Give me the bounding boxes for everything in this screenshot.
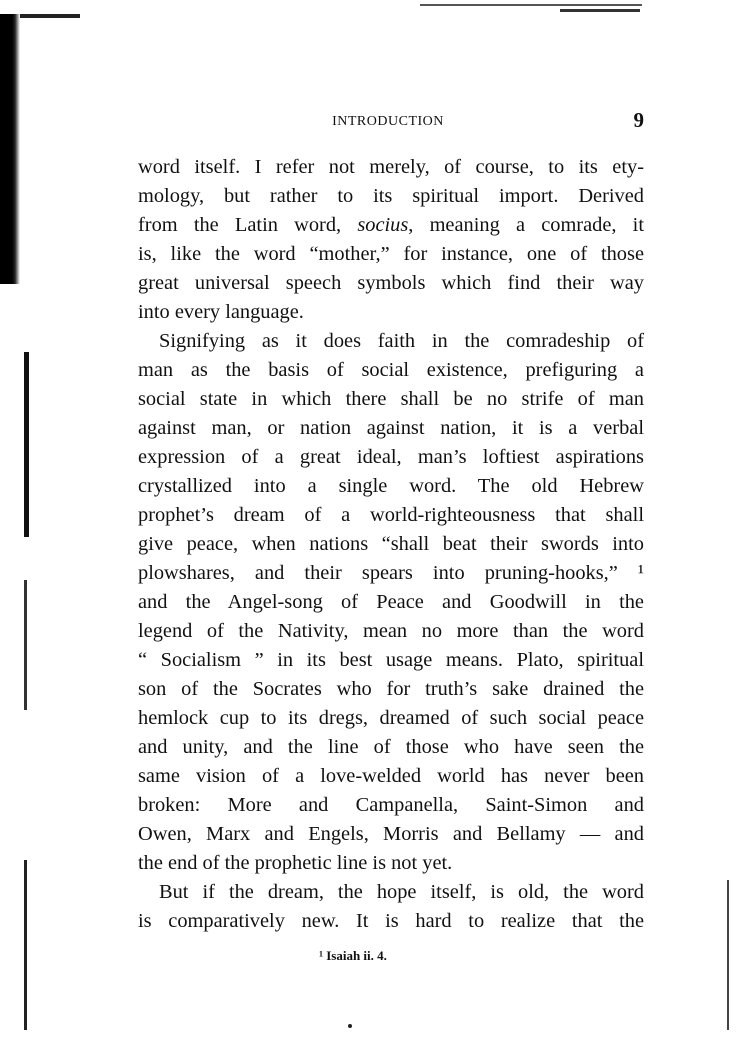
text-line: social state in which there shall be no strife of man (138, 388, 644, 410)
text-line: the end of the prophetic line is not yet. (138, 852, 453, 874)
text-line: crystallized into a single word. The old Hebrew (138, 475, 644, 497)
italic-term: socius (357, 214, 409, 236)
scan-edge-mark (24, 580, 27, 710)
text-line: against man, or nation against nation, it is a verbal (138, 417, 644, 439)
text-line: is, like the word “mother,” for instance, one of those (138, 243, 644, 265)
body-text (138, 153, 644, 936)
text-line: expression of a great ideal, man’s loftiest aspirations (138, 446, 644, 468)
text-line: Owen, Marx and Engels, Morris and Bellamy — and (138, 823, 644, 845)
running-head: INTRODUCTION (332, 114, 444, 129)
text-line: same vision of a love-welded world has never been (138, 765, 644, 787)
scan-speck (348, 1024, 352, 1028)
text-line: mology, but rather to its spiritual import. Derived (138, 185, 644, 207)
text-line: great universal speech symbols which find their way (138, 272, 644, 294)
text-line: But if the dream, the hope itself, is old, the word (159, 881, 644, 903)
text-line: and the Angel-song of Peace and Goodwill in the (138, 591, 644, 613)
scan-edge-mark (420, 4, 642, 6)
scan-edge-mark (727, 880, 729, 1030)
text-line: from the Latin word, socius, meaning a comrade, it (138, 214, 644, 236)
text-line: Signifying as it does faith in the comradeship of (159, 330, 644, 352)
scan-edge-shadow (0, 14, 20, 284)
text-line: and unity, and the line of those who have seen the (138, 736, 644, 758)
scan-edge-mark (24, 860, 27, 1030)
text-line: legend of the Nativity, mean no more than the word (138, 620, 644, 642)
text-line: into every language. (138, 301, 304, 323)
text-line: hemlock cup to its dregs, dreamed of such social peace (138, 707, 644, 729)
text-line: son of the Socrates who for truth’s sake drained the (138, 678, 644, 700)
text-line: plowshares, and their spears into pruning-hooks,” ¹ (138, 562, 644, 584)
page-header (138, 108, 646, 138)
text-line: prophet’s dream of a world-righteousness that shall (138, 504, 644, 526)
text-line: “ Socialism ” in its best usage means. Plato, spiritual (138, 649, 644, 671)
text-line: is comparatively new. It is hard to realize that the (138, 910, 644, 932)
text-line: word itself. I refer not merely, of course, to its ety- (138, 156, 644, 178)
scan-edge-mark (560, 9, 640, 12)
footnote: ¹ Isaiah ii. 4. (319, 948, 387, 963)
scan-edge-mark (24, 352, 29, 537)
page-number: 9 (633, 108, 644, 132)
text-line: man as the basis of social existence, prefiguring a (138, 359, 644, 381)
text-line: broken: More and Campanella, Saint-Simon and (138, 794, 644, 816)
scan-edge-mark (20, 14, 80, 18)
text-line: give peace, when nations “shall beat their swords into (138, 533, 644, 555)
